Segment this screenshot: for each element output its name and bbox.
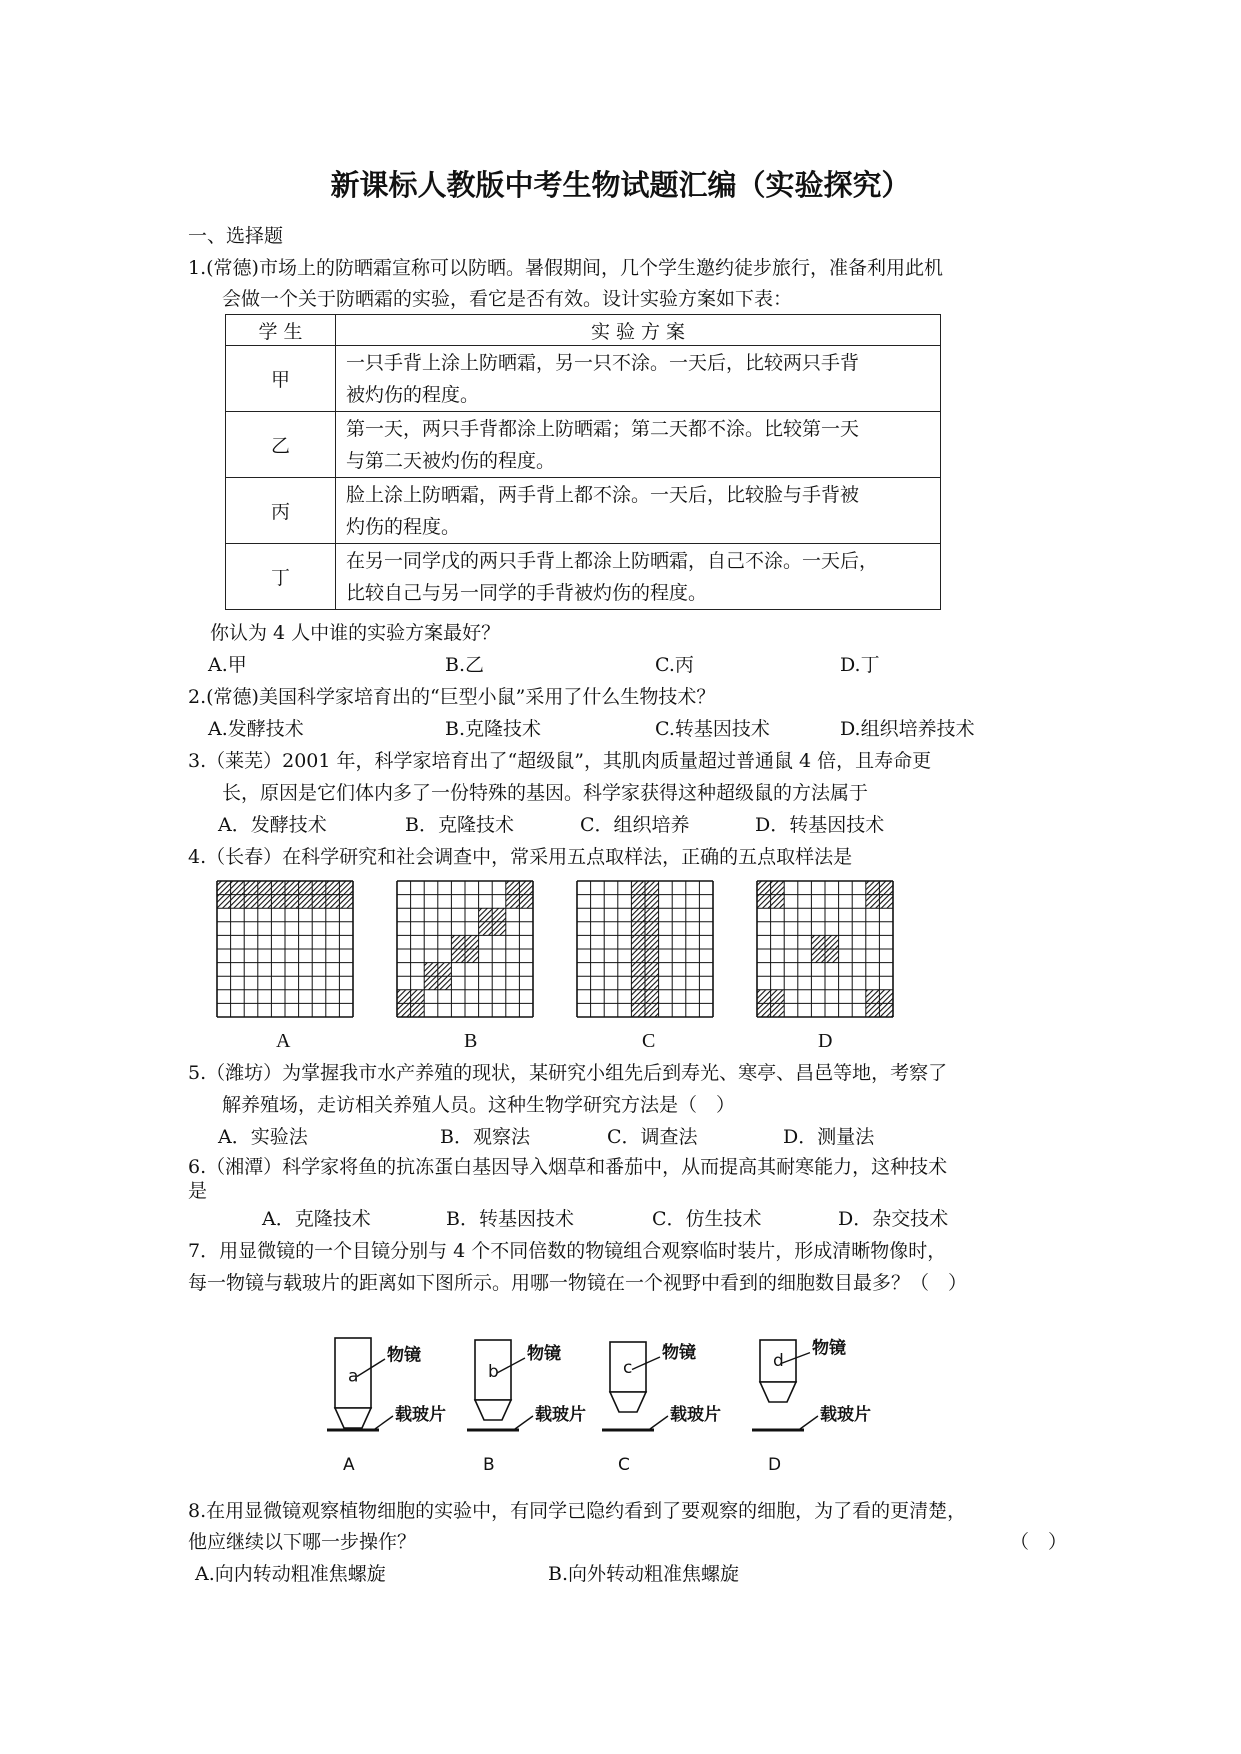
- objective-lens: [467, 1340, 586, 1475]
- q6-option-c[interactable]: C．仿生技术: [652, 1208, 762, 1230]
- sample-cell: [631, 990, 645, 1004]
- sample-cell: [492, 908, 506, 922]
- objective-lens: [327, 1338, 446, 1475]
- sample-cell: [492, 922, 506, 936]
- sample-cell: [285, 895, 299, 909]
- sample-cell: [645, 895, 659, 909]
- sample-cell: [411, 990, 425, 1004]
- objective-label: 物镜: [527, 1344, 561, 1365]
- q1-line2: 会做一个关于防晒霜的实验，看它是否有效。设计实验方案如下表：: [222, 288, 793, 310]
- q7-line2: 每一物镜与载玻片的距离如下图所示。用哪一物镜在一个视野中看到的细胞数目最多？（ ）: [188, 1272, 968, 1294]
- sample-cell: [879, 895, 893, 909]
- pointer-line: [515, 1416, 533, 1429]
- table-row: [226, 346, 941, 412]
- sample-cell: [645, 908, 659, 922]
- sample-cell: [258, 895, 272, 909]
- objective-lens: [602, 1342, 721, 1475]
- sample-cell: [438, 976, 452, 990]
- plan-line: 第一天，两只手背都涂上防晒霜；第二天都不涂。比较第一天: [346, 417, 860, 440]
- grid-label-a: A: [276, 1030, 291, 1052]
- table-row: [226, 412, 941, 478]
- sample-cell: [866, 1003, 880, 1017]
- sample-cell: [285, 881, 299, 895]
- sample-cell: [231, 881, 245, 895]
- sample-cell: [645, 1003, 659, 1017]
- sample-cell: [506, 895, 520, 909]
- sample-cell: [438, 963, 452, 977]
- figure-option-label: A: [343, 1455, 355, 1475]
- sample-cell: [771, 990, 785, 1004]
- grid-option-a[interactable]: [216, 880, 354, 1018]
- sample-cell: [631, 922, 645, 936]
- q5-option-b[interactable]: B．观察法: [440, 1126, 530, 1148]
- sample-cell: [631, 1003, 645, 1017]
- grid-option-b[interactable]: [396, 880, 534, 1018]
- plan-line: 一只手背上涂上防晒霜，另一只不涂。一天后，比较两只手背: [346, 351, 860, 374]
- q8-line2: 他应继续以下哪一步操作？: [188, 1531, 417, 1553]
- student-cell: 乙: [226, 412, 336, 478]
- q6-line1: 6.（湘潭）科学家将鱼的抗冻蛋白基因导入烟草和番茄中，从而提高其耐寒能力，这种技术: [188, 1156, 948, 1178]
- q6-option-a[interactable]: A．克隆技术: [262, 1208, 371, 1230]
- sample-cell: [825, 935, 839, 949]
- grid-option-d[interactable]: [756, 880, 894, 1018]
- sample-cell: [312, 881, 326, 895]
- sample-cell: [231, 895, 245, 909]
- page-title: 新课标人教版中考生物试题汇编（实验探究）: [330, 168, 911, 202]
- sample-cell: [424, 963, 438, 977]
- sample-cell: [451, 935, 465, 949]
- q5-option-d[interactable]: D．测量法: [783, 1126, 875, 1148]
- sample-cell: [451, 949, 465, 963]
- sample-cell: [771, 1003, 785, 1017]
- q1-option-b[interactable]: B.乙: [445, 654, 485, 676]
- sample-cell: [811, 949, 825, 963]
- figure-option-label: B: [483, 1455, 495, 1475]
- slide-label: 载玻片: [535, 1405, 586, 1425]
- lens-letter: b: [488, 1362, 499, 1383]
- q3-line2: 长，原因是它们体内多了一份特殊的基因。科学家获得这种超级鼠的方法属于: [222, 782, 869, 804]
- q5-line1: 5.（潍坊）为掌握我市水产养殖的现状，某研究小组先后到寿光、寒亭、昌邑等地，考察了: [188, 1062, 948, 1084]
- q3-option-d[interactable]: D．转基因技术: [755, 814, 885, 836]
- q8-line1: 8.在用显微镜观察植物细胞的实验中，有同学已隐约看到了要观察的细胞，为了看的更清楚，: [188, 1500, 967, 1522]
- plan-line: 在另一同学戊的两只手背上都涂上防晒霜，自己不涂。一天后，: [346, 549, 879, 572]
- plan-line: 灼伤的程度。: [346, 515, 461, 538]
- sample-cell: [326, 895, 340, 909]
- sample-cell: [631, 935, 645, 949]
- pointer-line: [375, 1416, 393, 1429]
- sample-cell: [879, 881, 893, 895]
- sample-cell: [506, 881, 520, 895]
- sample-cell: [631, 949, 645, 963]
- sample-cell: [271, 895, 285, 909]
- sample-cell: [271, 881, 285, 895]
- sample-cell: [771, 895, 785, 909]
- q5-line2: 解养殖场，走访相关养殖人员。这种生物学研究方法是（ ）: [222, 1094, 736, 1116]
- sample-cell: [866, 881, 880, 895]
- q1-option-a[interactable]: A.甲: [208, 654, 247, 676]
- sample-cell: [757, 1003, 771, 1017]
- microscope-objectives-figure: [300, 1310, 980, 1485]
- sample-cell: [339, 895, 353, 909]
- sample-cell: [631, 908, 645, 922]
- lens-letter: d: [773, 1351, 784, 1372]
- grid-label-b: B: [464, 1030, 478, 1052]
- grid-label-d: D: [818, 1030, 833, 1052]
- q3-option-b[interactable]: B．克隆技术: [405, 814, 514, 836]
- sample-cell: [312, 895, 326, 909]
- q6-option-b[interactable]: B．转基因技术: [446, 1208, 574, 1230]
- sample-cell: [645, 881, 659, 895]
- sample-cell: [244, 895, 258, 909]
- sample-cell: [879, 990, 893, 1004]
- sample-cell: [879, 1003, 893, 1017]
- q7-line1: 7．用显微镜的一个目镜分别与 4 个不同倍数的物镜组合观察临时装片，形成清晰物像时，: [188, 1240, 947, 1262]
- student-cell: 丙: [226, 478, 336, 544]
- sample-cell: [244, 881, 258, 895]
- sample-cell: [465, 949, 479, 963]
- sample-cell: [645, 976, 659, 990]
- sample-cell: [811, 935, 825, 949]
- q1-option-d[interactable]: D.丁: [840, 654, 880, 676]
- plan-cell: [336, 346, 941, 412]
- slide-label: 载玻片: [395, 1405, 446, 1425]
- objective-lens: [752, 1337, 871, 1475]
- q1-line1: 1.(常德)市场上的防晒霜宣称可以防晒。暑假期间，几个学生邀约徒步旅行，准备利用此机: [188, 257, 943, 279]
- sample-cell: [631, 963, 645, 977]
- q4-text: 4.（长春）在科学研究和社会调查中，常采用五点取样法，正确的五点取样法是: [188, 846, 853, 868]
- objective-label: 物镜: [662, 1343, 696, 1363]
- sample-cell: [757, 895, 771, 909]
- sample-cell: [397, 1003, 411, 1017]
- pointer-line: [650, 1416, 668, 1429]
- sample-cell: [519, 895, 533, 909]
- q3-line1: 3.（莱芜）2001 年，科学家培育出了“超级鼠”，其肌肉质量超过普通鼠 4 倍，且寿命更: [188, 750, 932, 772]
- sample-cell: [326, 881, 340, 895]
- q1-option-c[interactable]: C.丙: [655, 654, 694, 676]
- sample-cell: [631, 976, 645, 990]
- sample-cell: [866, 990, 880, 1004]
- plan-cell: [336, 412, 941, 478]
- sample-cell: [771, 881, 785, 895]
- q3-option-c[interactable]: C．组织培养: [580, 814, 690, 836]
- q6-line2: 是: [188, 1180, 208, 1202]
- slide-label: 载玻片: [820, 1405, 871, 1425]
- sample-cell: [299, 881, 313, 895]
- grid-option-c[interactable]: [576, 880, 714, 1018]
- experiment-plan-table: [225, 314, 941, 610]
- q5-option-c[interactable]: C．调查法: [607, 1126, 698, 1148]
- sample-cell: [424, 976, 438, 990]
- sample-cell: [217, 881, 231, 895]
- sample-cell: [217, 895, 231, 909]
- lens-letter: c: [623, 1358, 633, 1378]
- sample-cell: [299, 895, 313, 909]
- q2-option-c[interactable]: C.转基因技术: [655, 718, 770, 740]
- sample-cell: [479, 908, 493, 922]
- plan-line: 脸上涂上防晒霜，两手背上都不涂。一天后，比较脸与手背被: [346, 483, 860, 506]
- sample-cell: [631, 881, 645, 895]
- sample-cell: [479, 922, 493, 936]
- figure-option-label: D: [768, 1455, 782, 1475]
- q8-option-b[interactable]: B.向外转动粗准焦螺旋: [548, 1563, 740, 1585]
- sample-cell: [411, 1003, 425, 1017]
- sample-cell: [825, 949, 839, 963]
- q2-option-d[interactable]: D.组织培养技术: [840, 718, 975, 740]
- sample-cell: [645, 990, 659, 1004]
- student-cell: 丁: [226, 544, 336, 610]
- table-row: [226, 478, 941, 544]
- figure-option-label: C: [618, 1455, 630, 1475]
- sample-cell: [645, 949, 659, 963]
- q2-text: 2.(常德)美国科学家培育出的“巨型小鼠”采用了什么生物技术？: [188, 686, 716, 708]
- plan-line: 被灼伤的程度。: [346, 383, 480, 406]
- q8-bracket: （ ）: [1010, 1531, 1068, 1553]
- student-cell: 甲: [226, 346, 336, 412]
- q5-option-a[interactable]: A．实验法: [218, 1126, 308, 1148]
- objective-label: 物镜: [387, 1345, 421, 1366]
- grid-label-c: C: [642, 1030, 656, 1052]
- plan-cell: [336, 544, 941, 610]
- sample-cell: [631, 895, 645, 909]
- sample-cell: [465, 935, 479, 949]
- sample-cell: [866, 895, 880, 909]
- q8-option-a[interactable]: A.向内转动粗准焦螺旋: [195, 1563, 386, 1585]
- sample-cell: [757, 881, 771, 895]
- slide-label: 载玻片: [670, 1405, 721, 1425]
- table-row: [226, 544, 941, 610]
- q2-option-b[interactable]: B.克隆技术: [445, 718, 542, 740]
- plan-cell: [336, 478, 941, 544]
- table-header-plan: 实 验 方 案: [336, 315, 941, 346]
- q3-option-a[interactable]: A．发酵技术: [218, 814, 327, 836]
- sample-cell: [645, 935, 659, 949]
- q2-option-a[interactable]: A.发酵技术: [208, 718, 304, 740]
- lens-letter: a: [348, 1366, 359, 1387]
- sample-cell: [645, 963, 659, 977]
- lens-nose: [335, 1408, 371, 1428]
- plan-line: 比较自己与另一同学的手背被灼伤的程度。: [346, 581, 708, 604]
- sample-cell: [397, 990, 411, 1004]
- lens-nose: [610, 1392, 646, 1412]
- section-heading: 一、选择题: [188, 225, 284, 247]
- lens-nose: [475, 1400, 511, 1420]
- pointer-line: [800, 1416, 818, 1429]
- table-header-student: 学 生: [226, 315, 336, 346]
- q6-option-d[interactable]: D．杂交技术: [838, 1208, 949, 1230]
- sample-cell: [258, 881, 272, 895]
- sample-cell: [645, 922, 659, 936]
- objective-label: 物镜: [812, 1338, 846, 1359]
- sample-cell: [519, 881, 533, 895]
- q1-question: 你认为 4 人中谁的实验方案最好？: [210, 622, 501, 644]
- plan-line: 与第二天被灼伤的程度。: [346, 449, 556, 472]
- sample-cell: [757, 990, 771, 1004]
- sample-cell: [339, 881, 353, 895]
- lens-nose: [760, 1382, 796, 1402]
